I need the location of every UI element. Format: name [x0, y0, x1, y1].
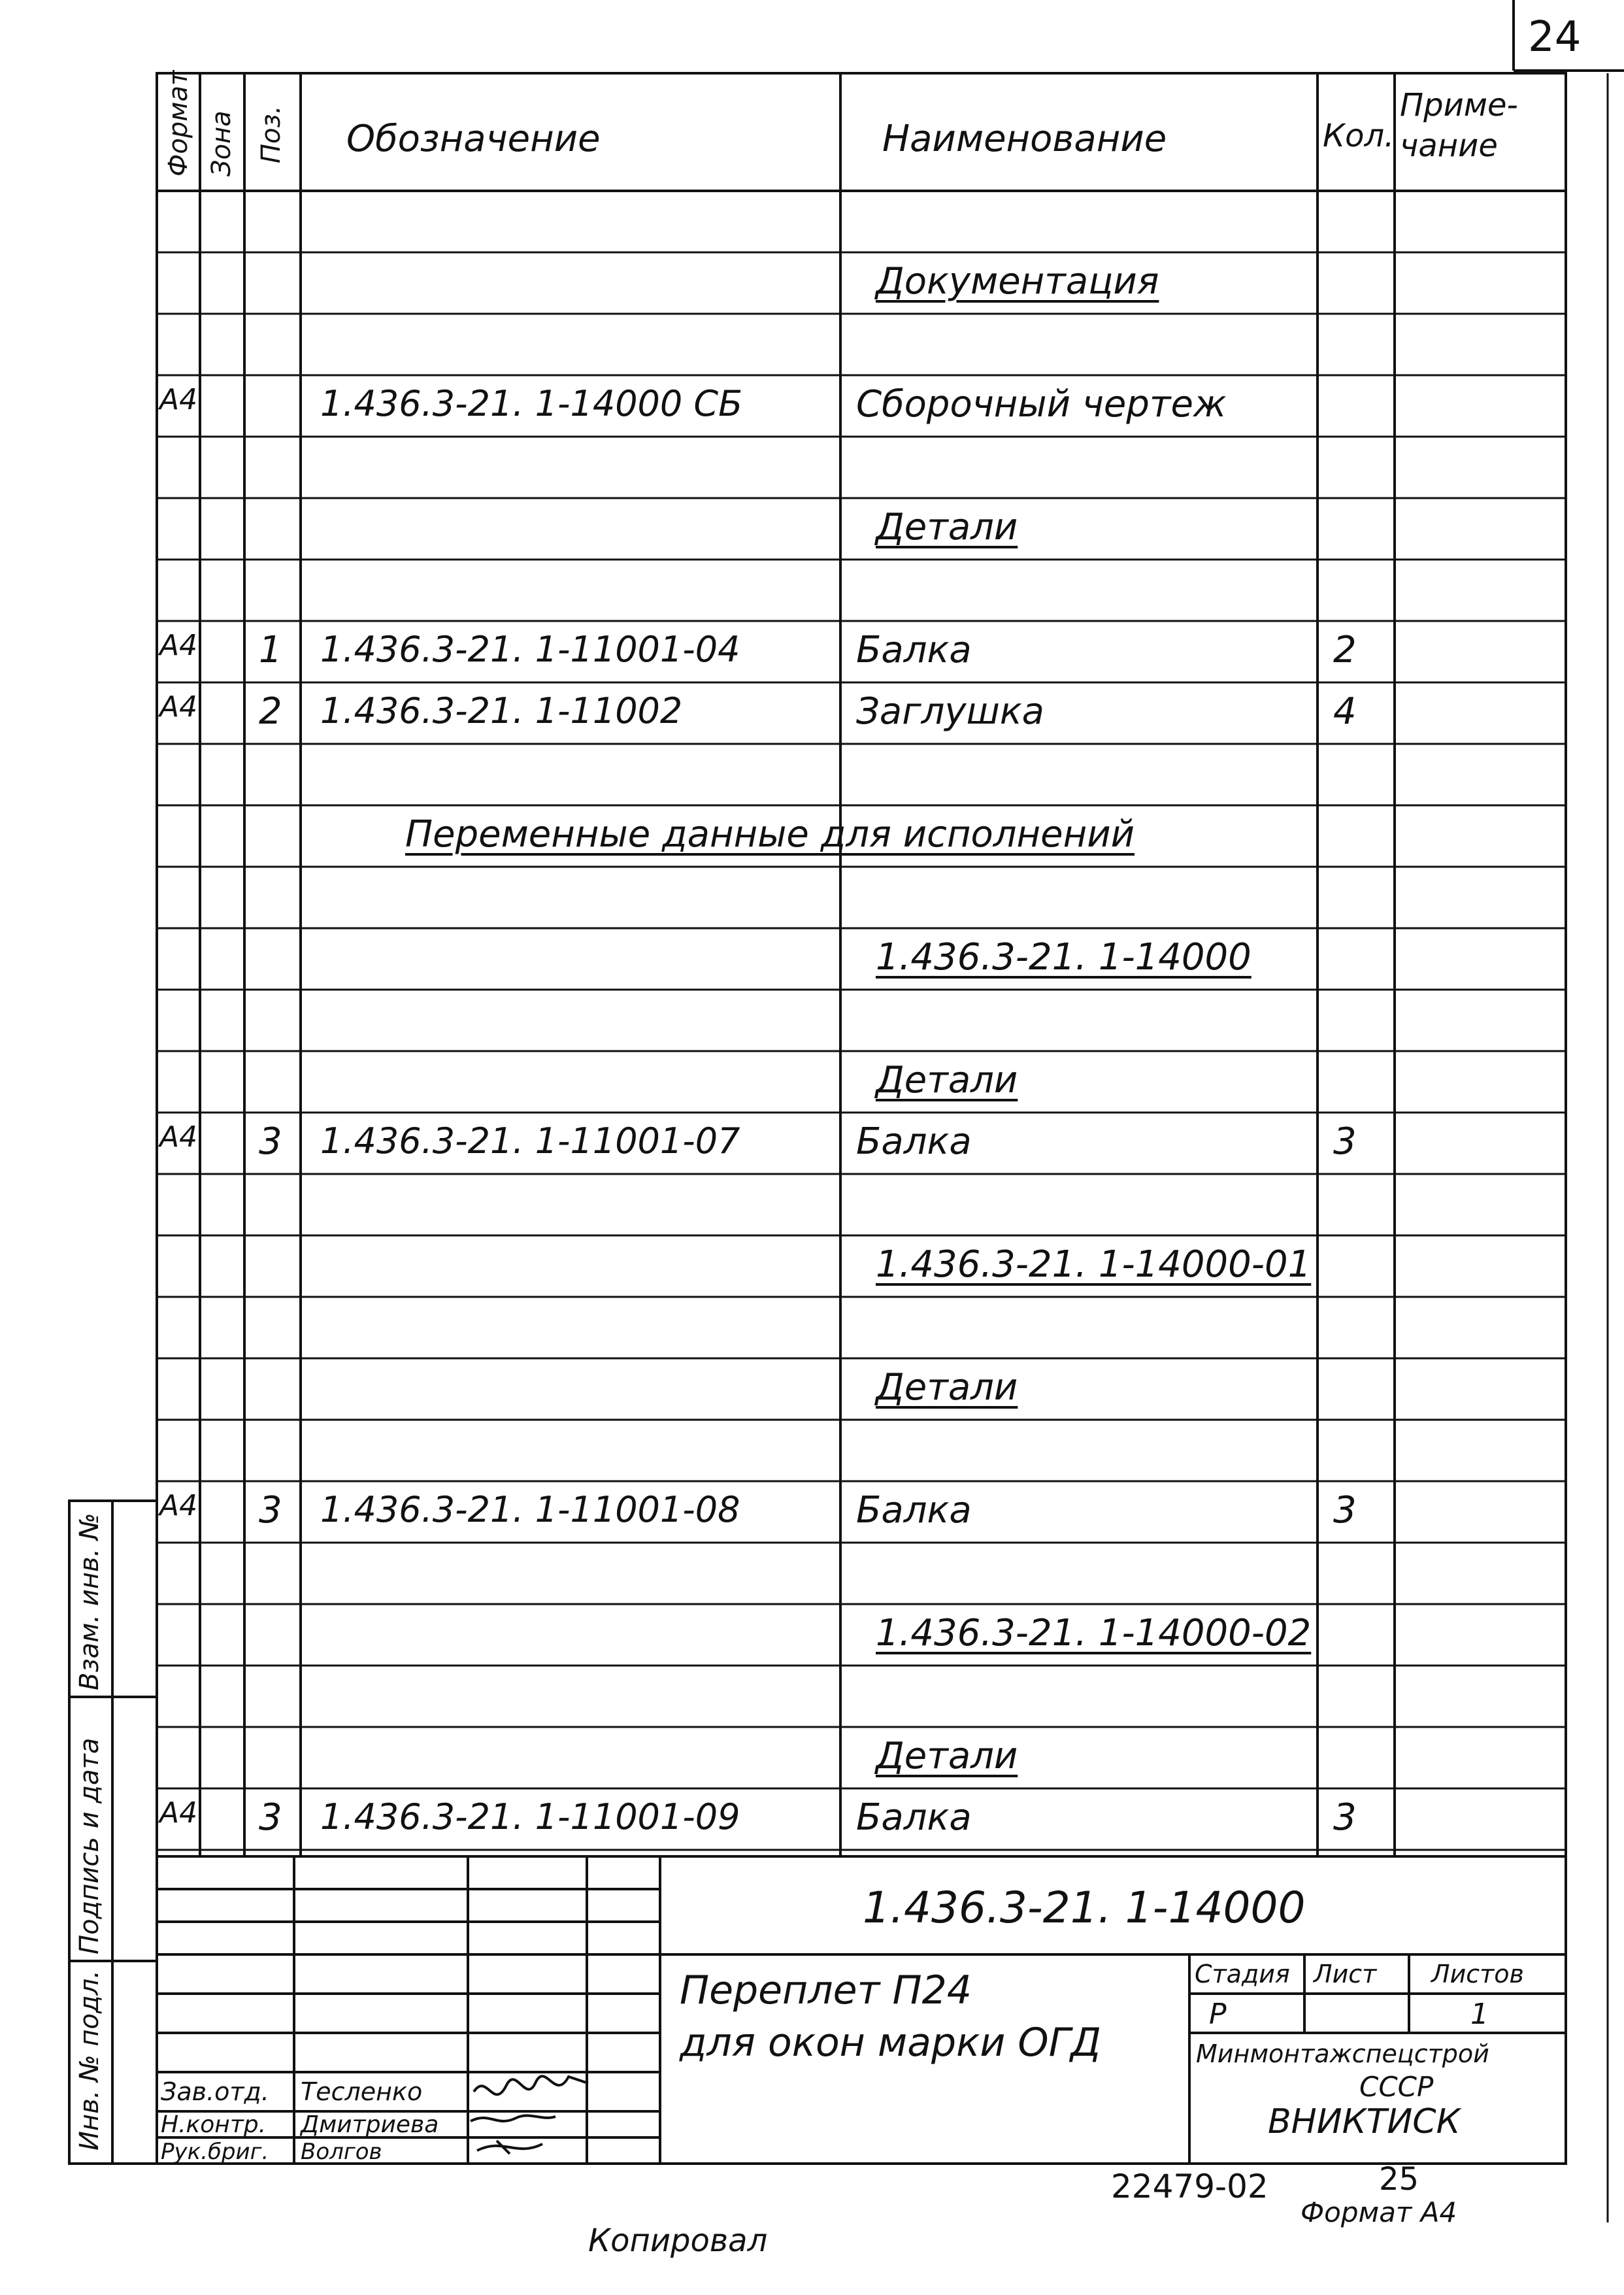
row-name: Балка	[856, 1120, 972, 1163]
sheets-value: 1	[1470, 1998, 1489, 2031]
signer-role-3: Рук.бриг.	[161, 2139, 269, 2165]
row-pos: 1	[259, 629, 282, 671]
header-pos: Поз.	[256, 105, 286, 163]
row-name: Балка	[856, 1489, 972, 1532]
org-line3: ВНИКТИСК	[1268, 2102, 1461, 2141]
doc-number: 1.436.3-21. 1-14000	[863, 1883, 1306, 1933]
row-pos: 3	[259, 1120, 282, 1163]
row-format: А4	[159, 629, 198, 662]
section-heading: Детали	[876, 506, 1018, 548]
stage-label: Стадия	[1195, 1960, 1290, 1988]
header-designation: Обозначение	[346, 118, 601, 160]
header-qty: Кол.	[1323, 118, 1395, 154]
section-heading: Детали	[876, 1059, 1018, 1101]
row-designation: 1.436.3-21. 1-11001-04	[320, 629, 740, 670]
row-format: А4	[159, 1120, 198, 1154]
row-qty: 3	[1333, 1489, 1357, 1532]
org-line2: СССР	[1359, 2071, 1434, 2103]
copied-label: Копировал	[588, 2222, 768, 2259]
row-pos: 2	[259, 690, 282, 733]
row-format: А4	[159, 1796, 198, 1830]
row-format: А4	[159, 1489, 198, 1522]
row-pos: 3	[259, 1796, 282, 1839]
sheets-label: Листов	[1431, 1960, 1524, 1988]
stage-value: Р	[1209, 1998, 1227, 2031]
row-designation: 1.436.3-21. 1-11001-07	[320, 1120, 740, 1162]
section-heading: 1.436.3-21. 1-14000-02	[876, 1612, 1312, 1654]
row-qty: 3	[1333, 1796, 1357, 1839]
section-heading: Документация	[876, 260, 1159, 303]
row-designation: 1.436.3-21. 1-11001-08	[320, 1489, 740, 1530]
title-line1: Переплет П24	[680, 1968, 972, 2013]
signatures	[471, 2076, 588, 2154]
header-format: Формат	[163, 70, 193, 176]
section-heading-wide: Переменные данные для исполнений	[405, 813, 1135, 856]
org-line1: Минмонтажспецстрой	[1196, 2039, 1489, 2068]
stamp-podpis-data: Подпись и дата	[75, 1737, 105, 1954]
sheet-label: Лист	[1314, 1960, 1377, 1988]
section-heading: Детали	[876, 1366, 1018, 1409]
row-designation: 1.436.3-21. 1-11001-09	[320, 1796, 740, 1837]
signer-role-2: Н.контр.	[161, 2111, 267, 2138]
row-name: Сборочный чертеж	[856, 383, 1227, 426]
row-qty: 3	[1333, 1120, 1357, 1163]
header-name: Наименование	[882, 118, 1167, 160]
page-number: 24	[1528, 13, 1582, 61]
row-qty: 4	[1333, 690, 1357, 733]
row-format: А4	[159, 383, 198, 416]
row-name: Заглушка	[856, 690, 1044, 733]
signer-name-2: Дмитриева	[301, 2111, 439, 2138]
stamp-inv-podl: Инв. № подл.	[75, 1970, 105, 2151]
row-name: Балка	[856, 629, 972, 671]
signer-role-1: Зав.отд.	[161, 2077, 269, 2106]
header-note: Приме- чание	[1400, 87, 1518, 164]
row-designation: 1.436.3-21. 1-11002	[320, 690, 683, 731]
row-qty: 2	[1333, 629, 1357, 671]
signer-name-3: Волгов	[301, 2139, 382, 2165]
title-line2: для окон марки ОГД	[680, 2020, 1101, 2066]
format-label: Формат А4	[1301, 2196, 1457, 2228]
section-heading: 1.436.3-21. 1-14000-01	[876, 1243, 1312, 1286]
header-zone: Зона	[207, 110, 237, 176]
row-format: А4	[159, 690, 198, 724]
row-pos: 3	[259, 1489, 282, 1532]
section-heading: 1.436.3-21. 1-14000	[876, 936, 1251, 979]
archive-number: 22479-02	[1111, 2168, 1268, 2205]
row-name: Балка	[856, 1796, 972, 1839]
signer-name-1: Тесленко	[301, 2077, 423, 2106]
stamp-vzam-inv: Взам. инв. №	[75, 1513, 105, 1690]
row-designation: 1.436.3-21. 1-14000 СБ	[320, 383, 743, 424]
section-heading: Детали	[876, 1735, 1018, 1777]
page-ref: 25	[1379, 2161, 1419, 2198]
